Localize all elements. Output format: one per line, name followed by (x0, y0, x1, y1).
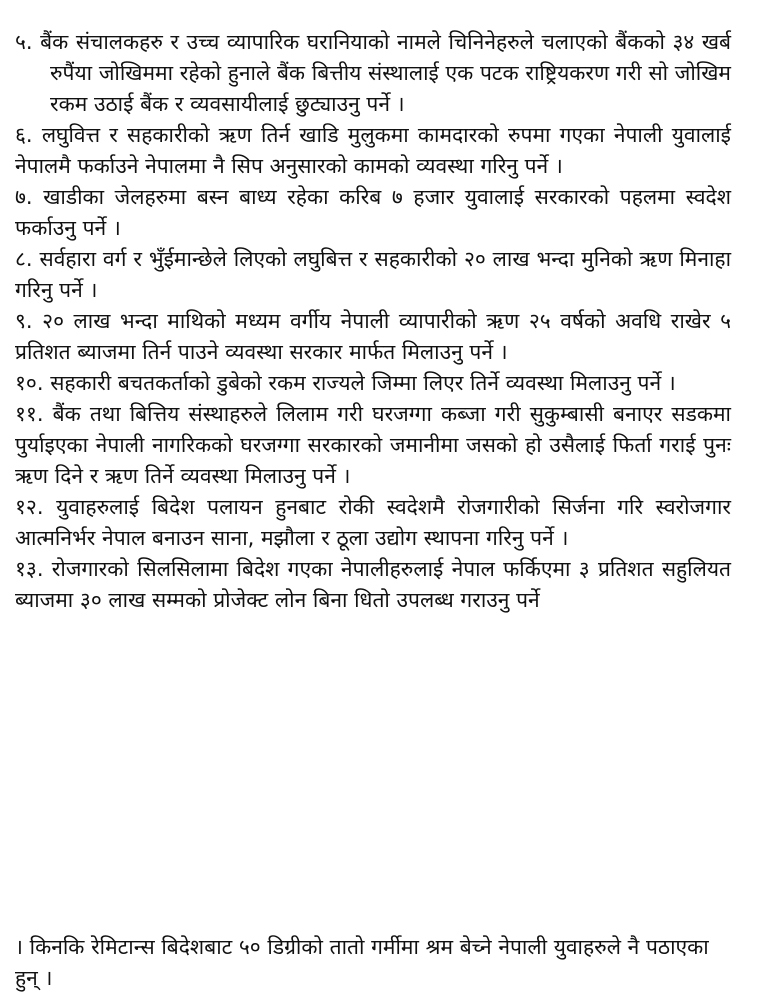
item-number: ६. (15, 123, 33, 147)
item-text: लघुवित्त र सहकारीको ऋण तिर्न खाडि मुलुकमा कामदारको रुपमा गएका नेपाली युवालाई नेपालमै फर्काउने नेपालमा नै सिप अनुसारको कामको व्यवस्था गरिनु पर्ने । (15, 123, 731, 178)
item-text: बैंक तथा बित्तिय संस्थाहरुले लिलाम गरी घरजग्गा कब्जा गरी सुकुम्बासी बनाएर सडकमा पुर्याइएका नेपाली नागरिकको घरजग्गा सरकारको जमानीमा जसको हो उसैलाई फिर्ता गराई पुनः ऋण दिने र ऋण तिर्ने व्यवस्था मिलाउनु पर्ने । (15, 402, 731, 488)
item-text: रोजगारको सिलसिलामा बिदेश गएका नेपालीहरुलाई नेपाल फर्किएमा ३ प्रतिशत सहुलियत ब्याजमा ३० लाख सम्मको प्रोजेक्ट लोन बिना धितो उपलब्ध गराउनु पर्ने (15, 557, 731, 612)
item-number: ८. (15, 247, 33, 271)
demands-list (15, 27, 731, 616)
item-text: बैंक संचालकहरु र उच्च व्यापारिक घरानियाको नामले चिनिनेहरुले चलाएको बैंकको ३४ खर्ब रुपैंया जोखिममा रहेको हुनाले बैंक बित्तीय संस्थालाई एक पटक राष्ट्रियकरण गरी सो जोखिम रकम उठाई बैंक र व्यवसायीलाई छुट्याउनु पर्ने । (40, 30, 731, 116)
item-number: ११. (15, 402, 44, 426)
item-text: सहकारी बचतकर्ताको डुबेको रकम राज्यले जिम्मा लिएर तिर्ने व्यवस्था मिलाउनु पर्ने । (50, 371, 676, 395)
item-number: १२. (15, 495, 44, 519)
demand-item-13 (15, 554, 731, 616)
demand-item-9 (15, 306, 731, 368)
demand-item-11 (15, 399, 731, 492)
item-number: १३. (15, 557, 44, 581)
item-text: सर्वहारा वर्ग र भुँईमान्छेले लिएको लघुबित्त र सहकारीको २० लाख भन्दा मुनिको ऋण मिनाहा गरिनु पर्ने । (15, 247, 732, 302)
item-number: ९. (15, 309, 33, 333)
demand-item-6 (15, 120, 731, 182)
closing-statement: । किनकि रेमिटान्स बिदेशबाट ५० डिग्रीको तातो गर्मीमा श्रम बेच्ने नेपाली युवाहरुले नै पठाएका हुन् । (15, 935, 709, 990)
item-number: ५. (15, 30, 33, 54)
item-text: २० लाख भन्दा माथिको मध्यम वर्गीय नेपाली व्यापारीको ऋण २५ वर्षको अवधि राखेर ५ प्रतिशत ब्याजमा तिर्न पाउने व्यवस्था सरकार मार्फत मिलाउनु पर्ने । (15, 309, 731, 364)
demand-item-5 (15, 27, 731, 120)
item-text: युवाहरुलाई बिदेश पलायन हुनबाट रोकी स्वदेशमै रोजगारीको सिर्जना गरि स्वरोजगार आत्मनिर्भर नेपाल बनाउन साना, मझौला र ठूला उद्योग स्थापना गरिनु पर्ने । (15, 495, 731, 550)
demand-item-7 (15, 182, 731, 244)
demand-item-10 (15, 368, 731, 399)
demand-item-8 (15, 244, 731, 306)
item-text: खाडीका जेलहरुमा बस्न बाध्य रहेका करिब ७ हजार युवालाई सरकारको पहलमा स्वदेश फर्काउनु पर्ने । (15, 185, 731, 240)
demand-item-12 (15, 492, 731, 554)
item-number: ७. (15, 185, 33, 209)
item-number: १०. (15, 371, 44, 395)
